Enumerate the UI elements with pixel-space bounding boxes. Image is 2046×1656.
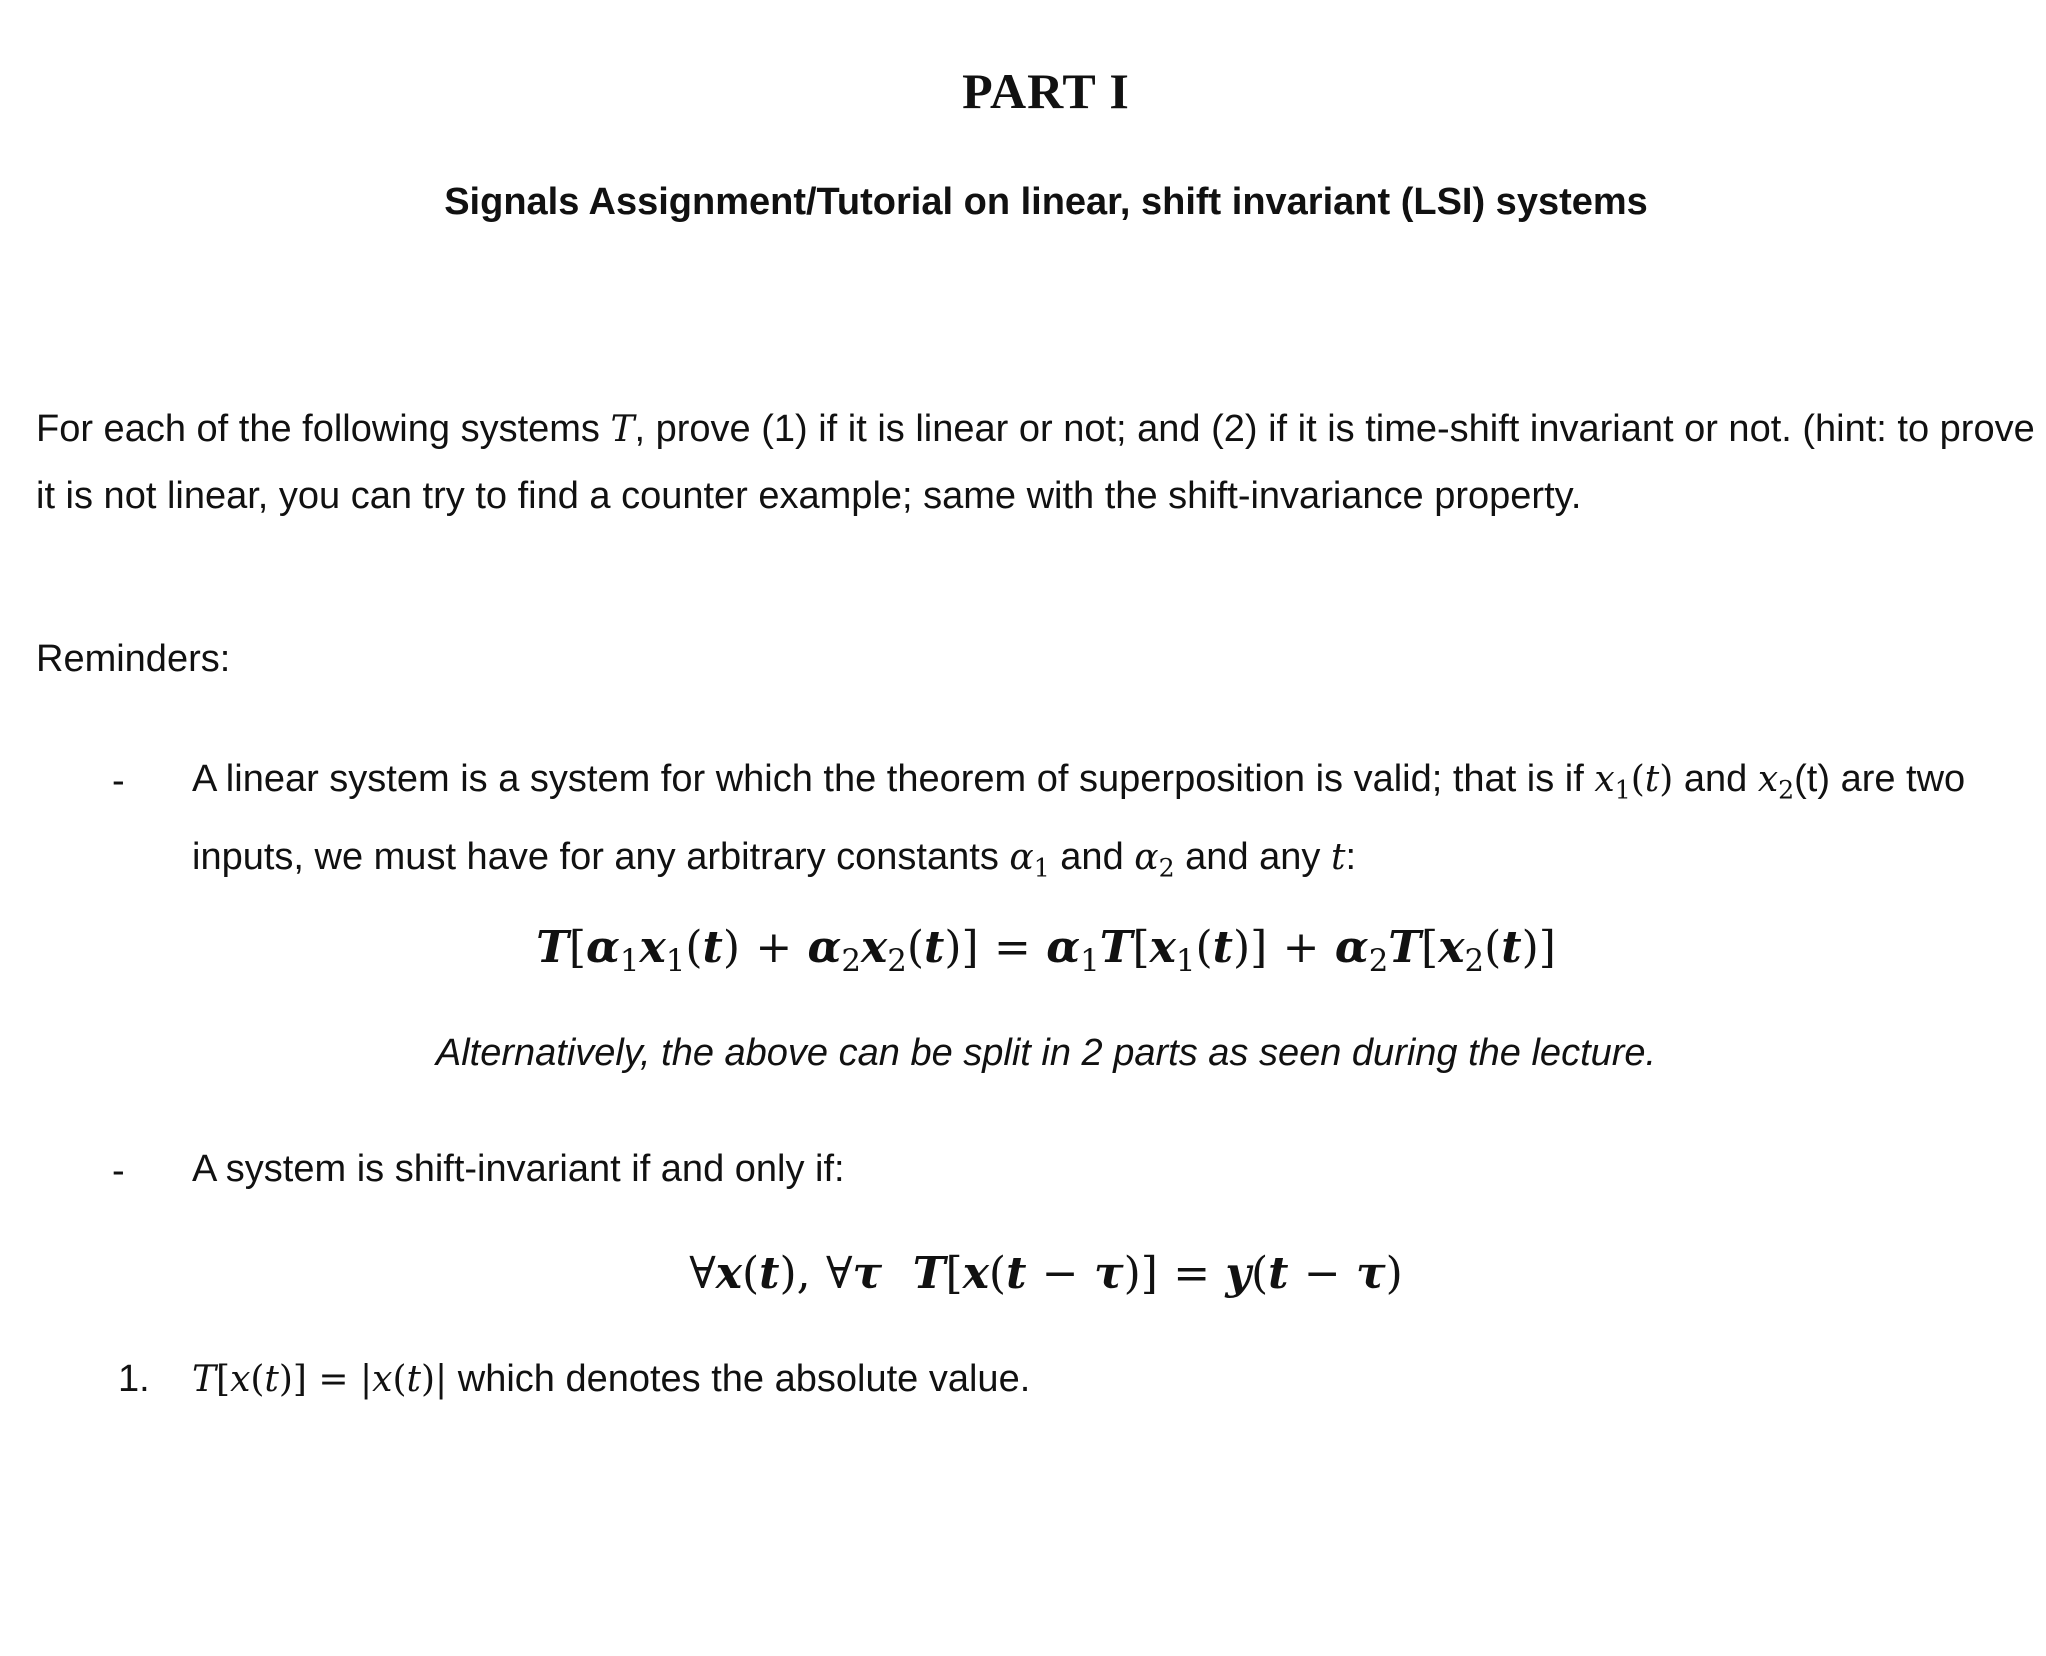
exercise-item: [118, 1358, 1030, 1401]
reminders-label: Reminders:: [36, 638, 231, 680]
shift-invariance-definition: A system is shift-invariant if and only if:: [192, 1148, 845, 1190]
bullet-marker: -: [112, 1150, 125, 1192]
math-t: t: [1330, 836, 1346, 878]
math-x2: $x_2$: [1757, 759, 1795, 805]
linear-def-text-2: (t) are two inputs, we must have for any arbitrary constants: [192, 758, 1966, 878]
linear-def-colon: :: [1345, 835, 1356, 878]
exercise-description: which denotes the absolute value.: [457, 1358, 1031, 1400]
linearity-equation: $T[\alpha_1x_1(t) + \alpha_2x_2(t)] = \alpha_1T[x_1(t)] + \alpha_2T[x_2(t)]$: [536, 922, 1556, 980]
intro-symbol-t: T: [610, 409, 635, 450]
bullet-marker: -: [112, 760, 125, 802]
intro-paragraph: [36, 396, 2046, 530]
exercise-formula: T[x(t)] = |x(t)|: [192, 1359, 448, 1400]
linear-def-and: and: [1683, 758, 1748, 800]
shift-invariance-equation: ∀x(t), ∀τ T[x(t − τ)] = y(t − τ): [689, 1248, 1403, 1299]
lecture-note: Alternatively, the above can be split in 2 parts as seen during the lecture.: [435, 1032, 1657, 1074]
math-x1-t: $x_1(t)$: [1594, 759, 1674, 805]
document-subtitle: Signals Assignment/Tutorial on linear, shift invariant (LSI) systems: [444, 181, 1648, 223]
exercise-number: 1.: [118, 1358, 150, 1400]
part-title: PART I: [962, 63, 1130, 119]
math-alpha2: $\alpha_2$: [1134, 836, 1175, 883]
linear-system-definition: [192, 746, 2046, 901]
linear-def-any: and any: [1185, 835, 1321, 878]
linear-def-text: A linear system is a system for which the theorem of superposition is valid; that is if: [192, 758, 1584, 800]
intro-text-start: For each of the following systems: [36, 408, 600, 450]
math-alpha1: $\alpha_1$: [1009, 836, 1050, 883]
linear-def-and-2: and: [1060, 835, 1124, 878]
intro-text-end: , prove (1) if it is linear or not; and (2) if it is time-shift invariant or not. (hint: to prove it is not linear, you can try to find a counter example; same with the shift-invariance property.: [36, 408, 2035, 517]
